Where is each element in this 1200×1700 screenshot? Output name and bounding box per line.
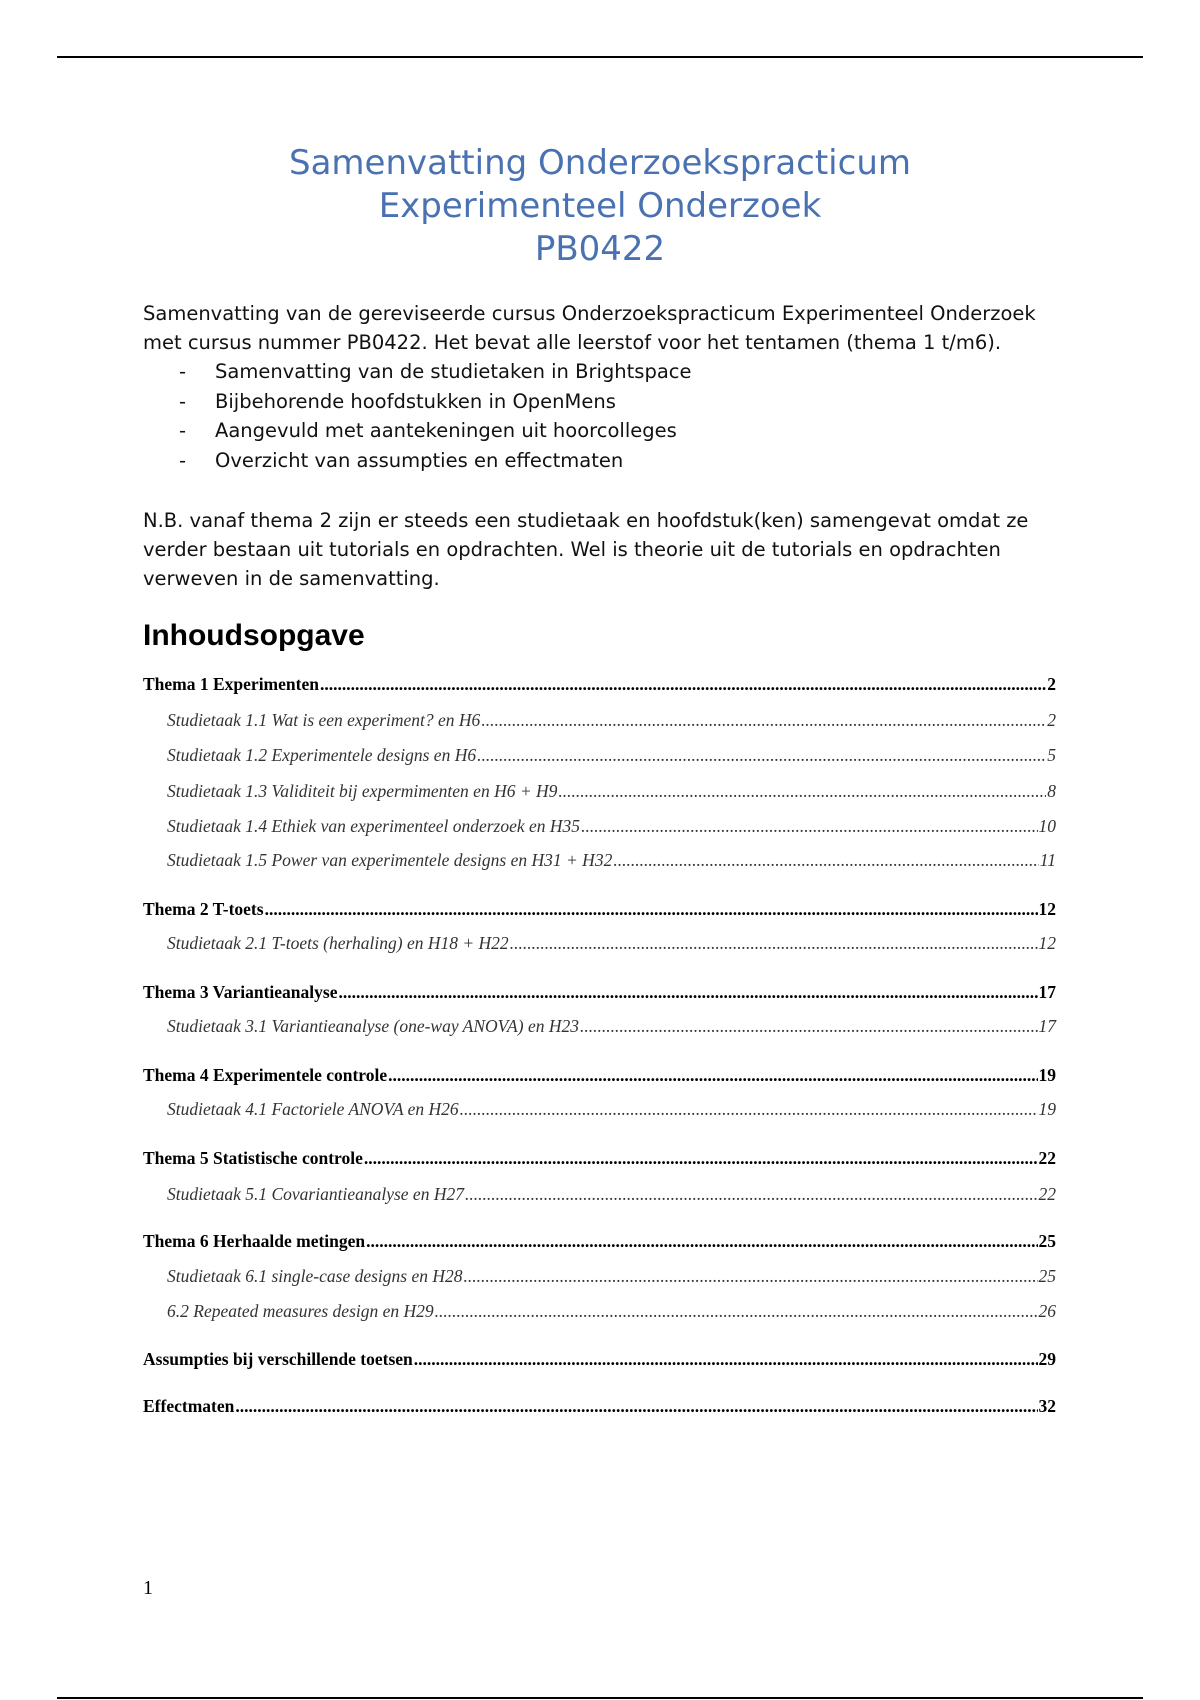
toc-entry[interactable]: Studietaak 3.1 Variantieanalyse (one-way ANOVA) en H23 ..... 17 bbox=[167, 1016, 1056, 1037]
toc-entry[interactable]: Studietaak 4.1 Factoriele ANOVA en H26 ..... 19 bbox=[167, 1099, 1056, 1120]
toc-heading: Inhoudsopgave bbox=[143, 619, 365, 652]
footer-rule bbox=[57, 1697, 1143, 1699]
list-item: - Bijbehorende hoofdstukken in OpenMens bbox=[179, 389, 616, 413]
toc-entry[interactable]: Studietaak 2.1 T-toets (herhaling) en H18 + H22 ..... 12 bbox=[167, 933, 1056, 954]
toc-entry[interactable]: Studietaak 1.1 Wat is een experiment? en H6 ..... 2 bbox=[167, 710, 1056, 731]
toc-entry-assumpties[interactable]: Assumpties bij verschillende toetsen ..... 29 bbox=[143, 1349, 1056, 1370]
toc-entry[interactable]: Studietaak 6.1 single-case designs en H28 ..... 25 bbox=[167, 1266, 1056, 1287]
title-line-1: Samenvatting Onderzoekspracticum bbox=[289, 143, 911, 183]
toc-entry-thema-6[interactable]: Thema 6 Herhaalde metingen ..... 25 bbox=[143, 1231, 1056, 1252]
list-item: - Aangevuld met aantekeningen uit hoorcolleges bbox=[179, 419, 677, 442]
toc-entry-thema-2[interactable]: Thema 2 T-toets ..... 12 bbox=[143, 899, 1056, 920]
toc-entry[interactable]: Studietaak 1.3 Validiteit bij expermimenten en H6 + H9 ..... 8 bbox=[167, 781, 1056, 802]
toc-entry-thema-5[interactable]: Thema 5 Statistische controle ..... 22 bbox=[143, 1148, 1056, 1169]
list-item: - Samenvatting van de studietaken in Brightspace bbox=[179, 360, 692, 383]
toc-entry-effectmaten[interactable]: Effectmaten ..... 32 bbox=[143, 1396, 1056, 1417]
intro-paragraph: Samenvatting van de gereviseerde cursus Onderzoekspracticum Experimenteel Onderzoek met cursus nummer PB0422. Het bevat alle leerstof voor het tentamen (thema 1 t/m6). bbox=[143, 302, 1036, 354]
title-line-3: PB0422 bbox=[534, 229, 666, 269]
page-number: 1 bbox=[143, 1577, 153, 1599]
document-title bbox=[0, 142, 1200, 271]
toc-entry[interactable]: Studietaak 1.5 Power van experimentele designs en H31 + H32 ..... 11 bbox=[167, 850, 1056, 871]
bullet-list bbox=[143, 357, 1043, 475]
toc-entry-thema-1[interactable]: Thema 1 Experimenten ..... 2 bbox=[143, 674, 1056, 695]
toc-entry-thema-3[interactable]: Thema 3 Variantieanalyse ..... 17 bbox=[143, 982, 1056, 1003]
toc-entry[interactable]: 6.2 Repeated measures design en H29 ..... 26 bbox=[167, 1301, 1056, 1322]
header-rule bbox=[57, 56, 1143, 58]
toc-entry[interactable]: Studietaak 5.1 Covariantieanalyse en H27 ..... 22 bbox=[167, 1184, 1056, 1205]
toc-entry[interactable]: Studietaak 1.2 Experimentele designs en H6 ..... 5 bbox=[167, 745, 1056, 766]
toc-entry-thema-4[interactable]: Thema 4 Experimentele controle ..... 19 bbox=[143, 1065, 1056, 1086]
title-line-2: Experimenteel Onderzoek bbox=[378, 186, 822, 226]
list-item: - Overzicht van assumpties en effectmaten bbox=[179, 448, 624, 472]
toc-entry[interactable]: Studietaak 1.4 Ethiek van experimenteel onderzoek en H35 ..... 10 bbox=[167, 816, 1056, 837]
nb-paragraph: N.B. vanaf thema 2 zijn er steeds een studietaak en hoofdstuk(ken) samengevat omdat ze verder bestaan uit tutorials en opdrachten. Wel is theorie uit de tutorials en opdrachten verweven in de samenvatting. bbox=[143, 509, 1029, 590]
